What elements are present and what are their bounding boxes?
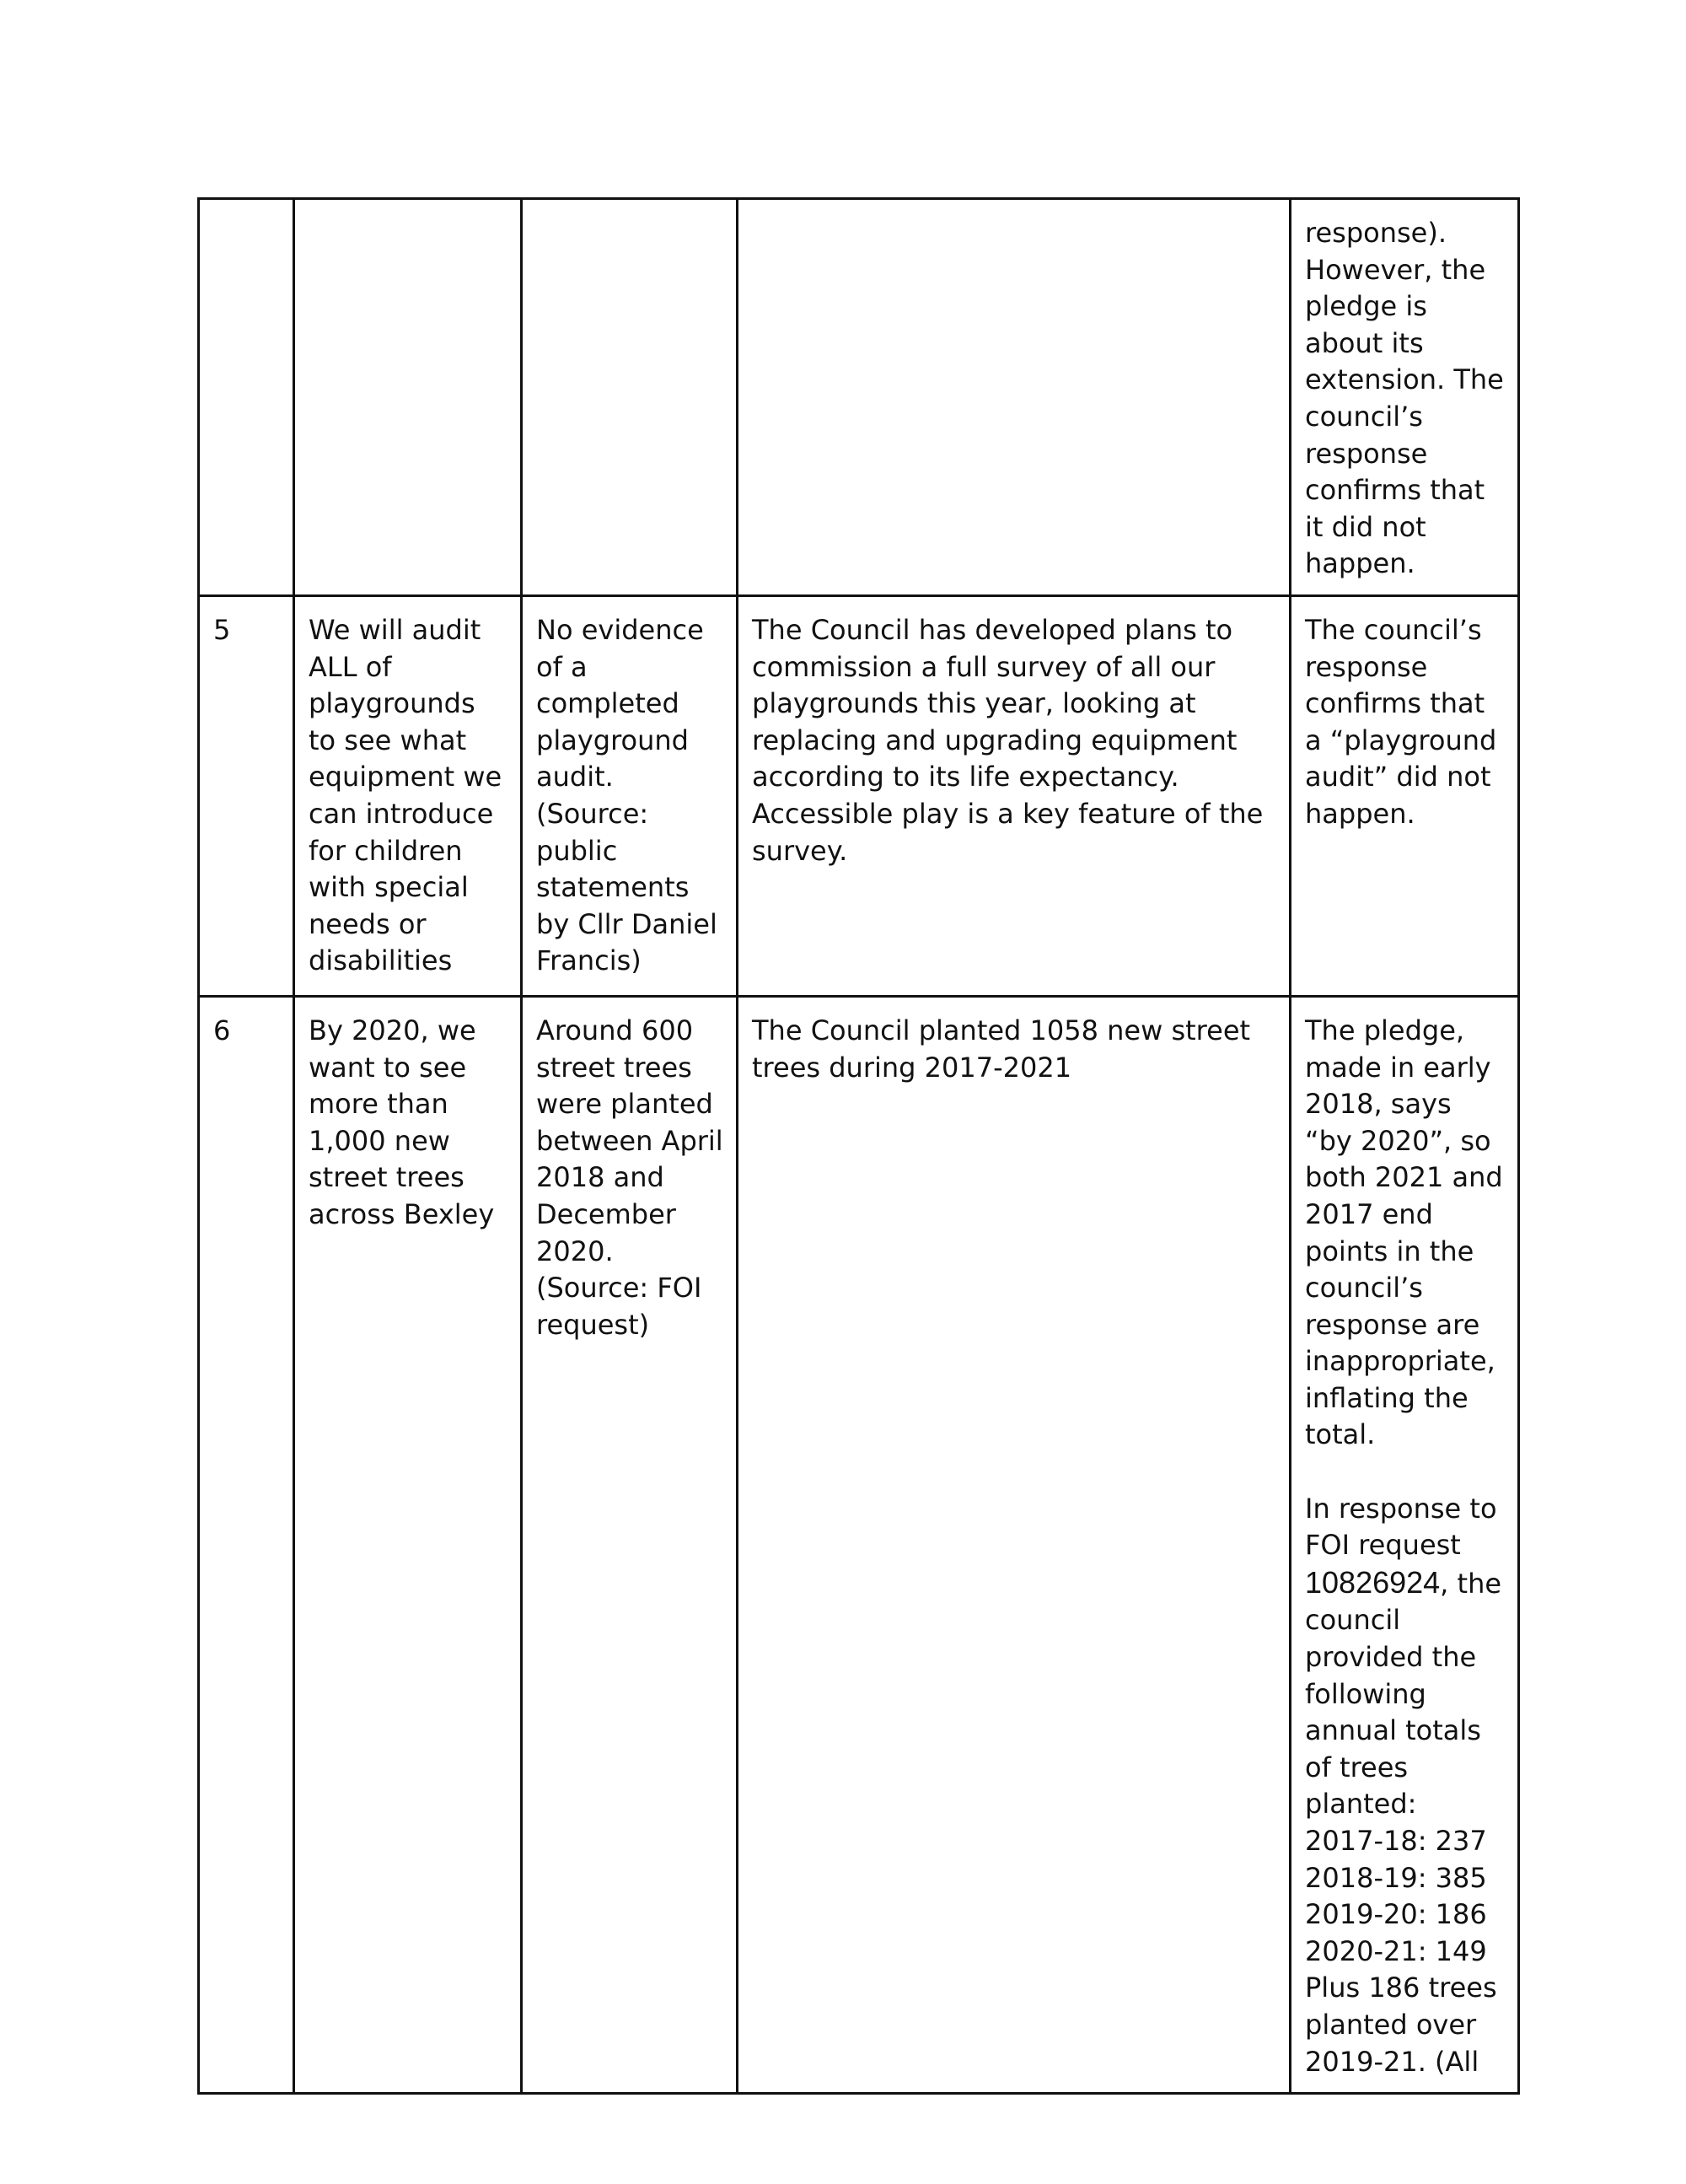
annual-total-line: 2018-19: 385 bbox=[1305, 1861, 1487, 1894]
assessment-tail: Plus 186 trees planted over 2019-21. (All bbox=[1305, 1972, 1497, 2078]
row-number-cell: 6 bbox=[199, 996, 294, 2093]
assessment-cell: response). However, the pledge is about its extension. The council’s response confirms that it did not happen. bbox=[1291, 199, 1519, 596]
paragraph-spacer bbox=[1305, 1454, 1506, 1491]
pledge-table bbox=[197, 197, 1520, 2095]
foi-outro-text: , the council provided the following annual totals of trees planted: bbox=[1305, 1567, 1502, 1821]
assessment-cell bbox=[1291, 996, 1519, 2093]
pledge-cell: By 2020, we want to see more than 1,000 new street trees across Bexley bbox=[294, 996, 522, 2093]
table-row bbox=[199, 996, 1519, 2093]
row-number-cell: 5 bbox=[199, 595, 294, 996]
council-response-cell bbox=[738, 199, 1291, 596]
pledge-cell: We will audit ALL of playgrounds to see what equipment we can introduce for children with special needs or disabilities bbox=[294, 595, 522, 996]
evidence-cell: Around 600 street trees were planted between April 2018 and December 2020. (Source: FOI request) bbox=[522, 996, 738, 2093]
council-response-cell: The Council has developed plans to commission a full survey of all our playgrounds this year, looking at replacing and upgrading equipment according to its life expectancy. Accessible play is a key feature of the survey. bbox=[738, 595, 1291, 996]
table-row bbox=[199, 199, 1519, 596]
row-number-cell bbox=[199, 199, 294, 596]
evidence-cell bbox=[522, 199, 738, 596]
evidence-cell: No evidence of a completed playground audit. (Source: public statements by Cllr Daniel Francis) bbox=[522, 595, 738, 996]
pledge-cell bbox=[294, 199, 522, 596]
council-response-cell: The Council planted 1058 new street trees during 2017-2021 bbox=[738, 996, 1291, 2093]
foi-paragraph bbox=[1305, 1491, 1506, 1823]
table-row bbox=[199, 595, 1519, 996]
assessment-paragraph: The pledge, made in early 2018, says “by 2020”, so both 2021 and 2017 end points in the council’s response are inappropriate, inflating the total. bbox=[1305, 1014, 1503, 1451]
annual-total-line: 2019-20: 186 bbox=[1305, 1898, 1487, 1931]
assessment-cell: The council’s response confirms that a “playground audit” did not happen. bbox=[1291, 595, 1519, 996]
annual-total-line: 2020-21: 149 bbox=[1305, 1934, 1487, 1967]
foi-intro-text: In response to FOI request bbox=[1305, 1492, 1497, 1562]
annual-total-line: 2017-18: 237 bbox=[1305, 1825, 1487, 1857]
foi-request-number: 10826924 bbox=[1305, 1564, 1441, 1600]
